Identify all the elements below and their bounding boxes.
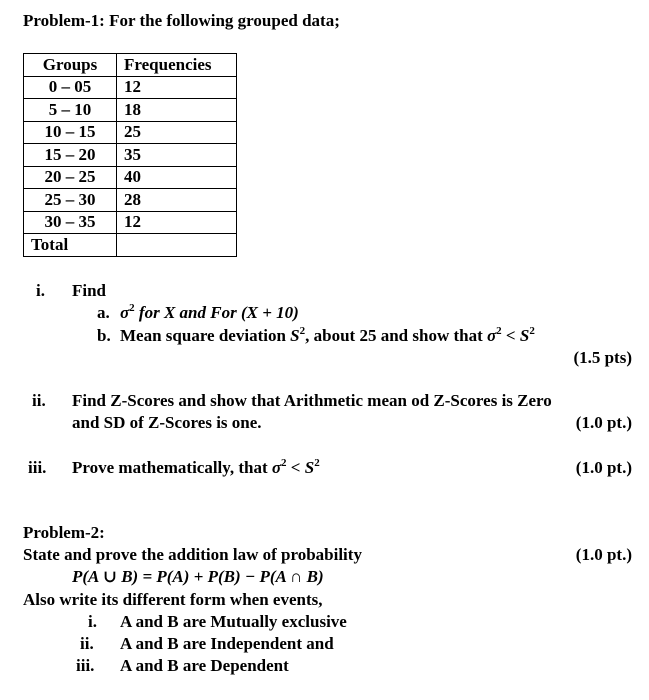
q1b-label: b. [97, 326, 111, 345]
table-row [24, 144, 237, 167]
group-cell: 20 – 25 [24, 166, 117, 189]
frequency-cell: 28 [117, 189, 237, 212]
frequency-cell: 35 [117, 144, 237, 167]
exponent: 2 [299, 325, 306, 337]
q1a-label: a. [97, 303, 110, 322]
group-cell: 10 – 15 [24, 121, 117, 144]
problem1-title: Problem-1: For the following grouped data; [23, 11, 340, 30]
list-item: A and B are Mutually exclusive [120, 612, 347, 631]
sigma-symbol: σ [271, 458, 282, 477]
q3-number: iii. [28, 458, 47, 477]
s-symbol: S [519, 326, 530, 345]
problem2-line1: State and prove the addition law of probability [23, 545, 362, 564]
q2-points: (1.0 pt.) [575, 413, 632, 432]
table-row [24, 121, 237, 144]
group-cell: 15 – 20 [24, 144, 117, 167]
groups-header: Groups [24, 54, 117, 77]
s-symbol: S [304, 458, 315, 477]
q1b-text [120, 326, 535, 348]
q1-text: Find [72, 281, 107, 300]
q1a-expression [120, 303, 299, 325]
exponent: 2 [496, 325, 502, 337]
sigma-symbol: σ [120, 303, 130, 322]
exponent: 2 [529, 325, 535, 337]
list-item-number: i. [88, 612, 97, 631]
q3-prefix: Prove mathematically, that [72, 458, 272, 477]
q1-number: i. [36, 281, 45, 300]
q3-points: (1.0 pt.) [575, 458, 632, 477]
list-item-number: iii. [76, 656, 95, 675]
q2-line2: and SD of Z-Scores is one. [72, 413, 262, 432]
addition-law-formula: P(A ∪ B) = P(A) + P(B) − P(A ∩ B) [72, 567, 324, 586]
table-row [24, 189, 237, 212]
frequency-table [23, 53, 237, 257]
group-cell: 30 – 35 [24, 211, 117, 234]
q3-text [72, 458, 320, 480]
s-symbol: S [290, 326, 300, 345]
table-row [24, 99, 237, 122]
q1b-mid: , about 25 and show that [305, 326, 487, 345]
total-value [117, 234, 237, 257]
table-row [24, 211, 237, 234]
group-cell: 5 – 10 [24, 99, 117, 122]
problem2-line2: Also write its different form when events, [23, 590, 323, 609]
q1a-rest: for X and For (X + 10) [134, 303, 299, 322]
frequency-cell: 18 [117, 99, 237, 122]
frequency-cell: 12 [117, 76, 237, 99]
q2-number: ii. [32, 391, 46, 410]
q1b-pre: Mean square deviation [120, 326, 291, 345]
table-header-row [24, 54, 237, 77]
list-item: A and B are Independent and [120, 634, 334, 653]
less-than: < [501, 326, 520, 345]
total-label: Total [24, 234, 117, 257]
table-row [24, 166, 237, 189]
q2-line1: Find Z-Scores and show that Arithmetic mean od Z-Scores is Zero [72, 391, 552, 410]
sigma-symbol: σ [487, 326, 497, 345]
list-item-number: ii. [80, 634, 94, 653]
q1-points: (1.5 pts) [573, 348, 632, 367]
table-row [24, 76, 237, 99]
group-cell: 25 – 30 [24, 189, 117, 212]
frequency-cell: 40 [117, 166, 237, 189]
table-total-row [24, 234, 237, 257]
frequency-cell: 12 [117, 211, 237, 234]
frequency-cell: 25 [117, 121, 237, 144]
exponent: 2 [281, 457, 287, 469]
problem2-points: (1.0 pt.) [575, 545, 632, 564]
frequencies-header: Frequencies [117, 54, 237, 77]
exponent: 2 [129, 302, 135, 314]
problem2-title: Problem-2: [23, 523, 105, 542]
group-cell: 0 – 05 [24, 76, 117, 99]
less-than: < [286, 458, 305, 477]
exponent: 2 [314, 457, 320, 469]
list-item: A and B are Dependent [120, 656, 289, 675]
